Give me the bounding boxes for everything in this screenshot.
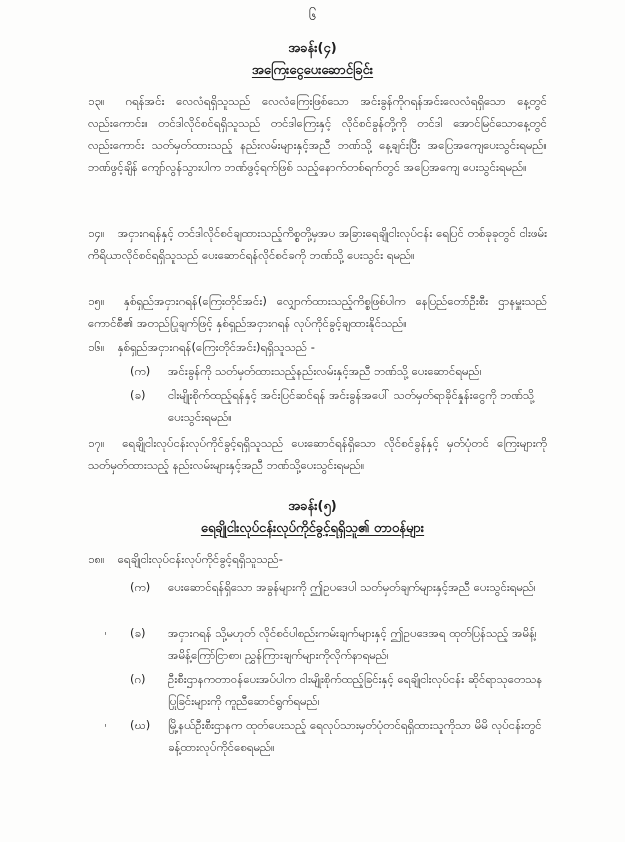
section-number: ၁၈။ [88,552,105,566]
margin-tick-mark: ' [104,630,108,643]
item-marker: (ဃ) [130,718,151,732]
section-text: ရေချိုငါးလုပ်ငန်းလုပ်ကိုင်ခွင့်ရရှိသူသည်- [117,552,283,566]
item-text: ငါးမျိုးစိုက်ထည့်ရန်နှင့် အင်းပြင်ဆင်ရန် အင်းခွန်အပေါ် သတ်မှတ်ရာခိုင်နှုန်းငွေကို ဘဏ်သို့ပေးသွင်းရမည်။ [168,388,535,424]
section-18 [88,548,547,570]
chapter-5-heading: အခန်း(၅) [288,499,337,514]
item-text: ဦးစီးဌာနကတာဝန်ပေးအပ်ပါက ငါးမျိုးစိုက်ထည့်ခြင်းနှင့် ရေချိုငါးလုပ်ငန်း ဆိုင်ရာသုတေသနပြုခြင်းများကို ကူညီဆောင်ရွက်ရမည်၊ [168,672,543,708]
section-number: ၁၅။ [88,294,105,308]
chapter-4-title [0,62,625,81]
section-16-item-b [130,384,547,430]
section-text: ရေချိုငါးလုပ်ငန်းလုပ်ကိုင်ခွင့်ရရှိသူသည် ပေးဆောင်ရန်ရှိသော လိုင်စင်ခွန်နှင့် မှတ်ပုံတင် ကြေးများကို သတ်မှတ်ထားသည့် နည်းလမ်းများနှင့်အညီ ဘဏ်သို့ပေးသွင်းရမည်။ [88,436,547,472]
section-16 [88,336,547,358]
item-marker: (က) [130,364,151,378]
section-18-item-b [130,622,547,668]
chapter-5-title [0,520,625,539]
section-15 [88,290,547,334]
section-13 [88,90,547,178]
section-text: နှစ်ရှည်အငှားဂရန်(ကြေးတိုင်အင်း)ရရှိသူသည် - [117,340,315,354]
section-17 [88,432,547,476]
chapter-5-title-text: ရေချိုငါးလုပ်ငန်းလုပ်ကိုင်ခွင့်ရရှိသူ၏ တာဝန်များ [200,521,425,536]
section-18-item-c [130,668,547,714]
margin-tick-mark: ' [104,722,108,735]
section-16-item-a [130,360,547,384]
chapter-4-heading: အခန်း(၄) [288,41,337,56]
item-marker: (က) [130,580,151,594]
page-number: ၆ [308,8,317,24]
section-number: ၁၃။ [88,94,105,108]
item-marker: (ခ) [130,626,146,640]
item-text: အငှားဂရန် သို့မဟုတ် လိုင်စင်ပါစည်းကမ်းချက်များနှင့် ဤဥပဒေအရ ထုတ်ပြန်သည့် အမိန့်၊ အမိန့်ကြော်ငြာစာ၊ ညွှန်ကြားချက်များကိုလိုက်နာရမည်၊ [168,626,537,662]
section-text: ဂရန်အင်း လေလံရရှိသူသည် လေလံကြေးဖြစ်သော အင်းခွန်ကိုဂရန်အင်းလေလံရရှိသော နေ့တွင်လည်းကောင်း။ တင်ဒါလိုင်စင်ရရှိသူသည် တင်ဒါကြေးနှင့် လိုင်စင်ခွန်တို့ကို တင်ဒါ အောင်မြင်သောနေ့တွင်လည်းကောင်း သတ်မှတ်ထားသည့် နည်းလမ်းများနှင့်အညီ ဘဏ်သို့ နေ့ချင်းပြီး အပြေအကျေပေးသွင်းရမည်။ ဘဏ်ဖွင့်ချိန် ကျော်လွန်သွားပါက ဘဏ်ဖွင့်ရက်ဖြစ် သည့်နောက်တစ်ရက်တွင် အပြေအကျေ ပေးသွင်းရမည်။ [88,94,547,174]
section-14 [88,222,547,266]
chapter-4-title-text: အကြေးငွေပေးဆောင်ခြင်း [251,63,374,78]
section-text: အငှားဂရန်နှင့် တင်ဒါလိုင်စင်ချထားသည့်ကိစ္စတို့မှအပ အခြားရေချိုငါးလုပ်ငန်း ရေပြင် တစ်ခုခုတွင် ငါးဖမ်းကိရိယာလိုင်စင်ရရှိသူသည် ပေးဆောင်ရန်လိုင်စင်ခကို ဘဏ်သို့ ပေးသွင်း ရမည်။ [88,226,548,262]
item-text: မြို့နယ်ဦးစီးဌာနက ထုတ်ပေးသည့် ရေလုပ်သားမှတ်ပုံတင်ရရှိထားသူကိုသာ မိမိ လုပ်ငန်းတွင် ခန့်ထားလုပ်ကိုင်စေရမည်။ [168,718,542,754]
item-marker: (ဂ) [130,672,146,686]
item-text: အင်းခွန်ကို သတ်မှတ်ထားသည့်နည်းလမ်းနှင့်အညီ ဘဏ်သို့ ပေးဆောင်ရမည်၊ [168,364,482,378]
section-text: နှစ်ရှည်အငှားဂရန်(ကြေးတိုင်အင်း) လျှောက်ထားသည့်ကိစ္စဖြစ်ပါက နေပြည်တော်ဦးစီး ဌာနမှူးသည် ကောင်စီ၏ အတည်ပြုချက်ဖြင့် နှစ်ရှည်အငှားဂရန် လုပ်ကိုင်ခွင့်ချထားနိုင်သည်။ [88,294,548,330]
section-18-item-d [130,714,547,760]
section-18-item-a [130,576,547,622]
item-text: ပေးဆောင်ရန်ရှိသော အခွန်များကို ဤဥပဒေပါ သတ်မှတ်ချက်များနှင့်အညီ ပေးသွင်းရမည်၊ [168,580,536,594]
section-number: ၁၄။ [88,226,105,240]
section-number: ၁၆။ [88,340,105,354]
section-number: ၁၇။ [88,436,105,450]
item-marker: (ခ) [130,388,146,402]
